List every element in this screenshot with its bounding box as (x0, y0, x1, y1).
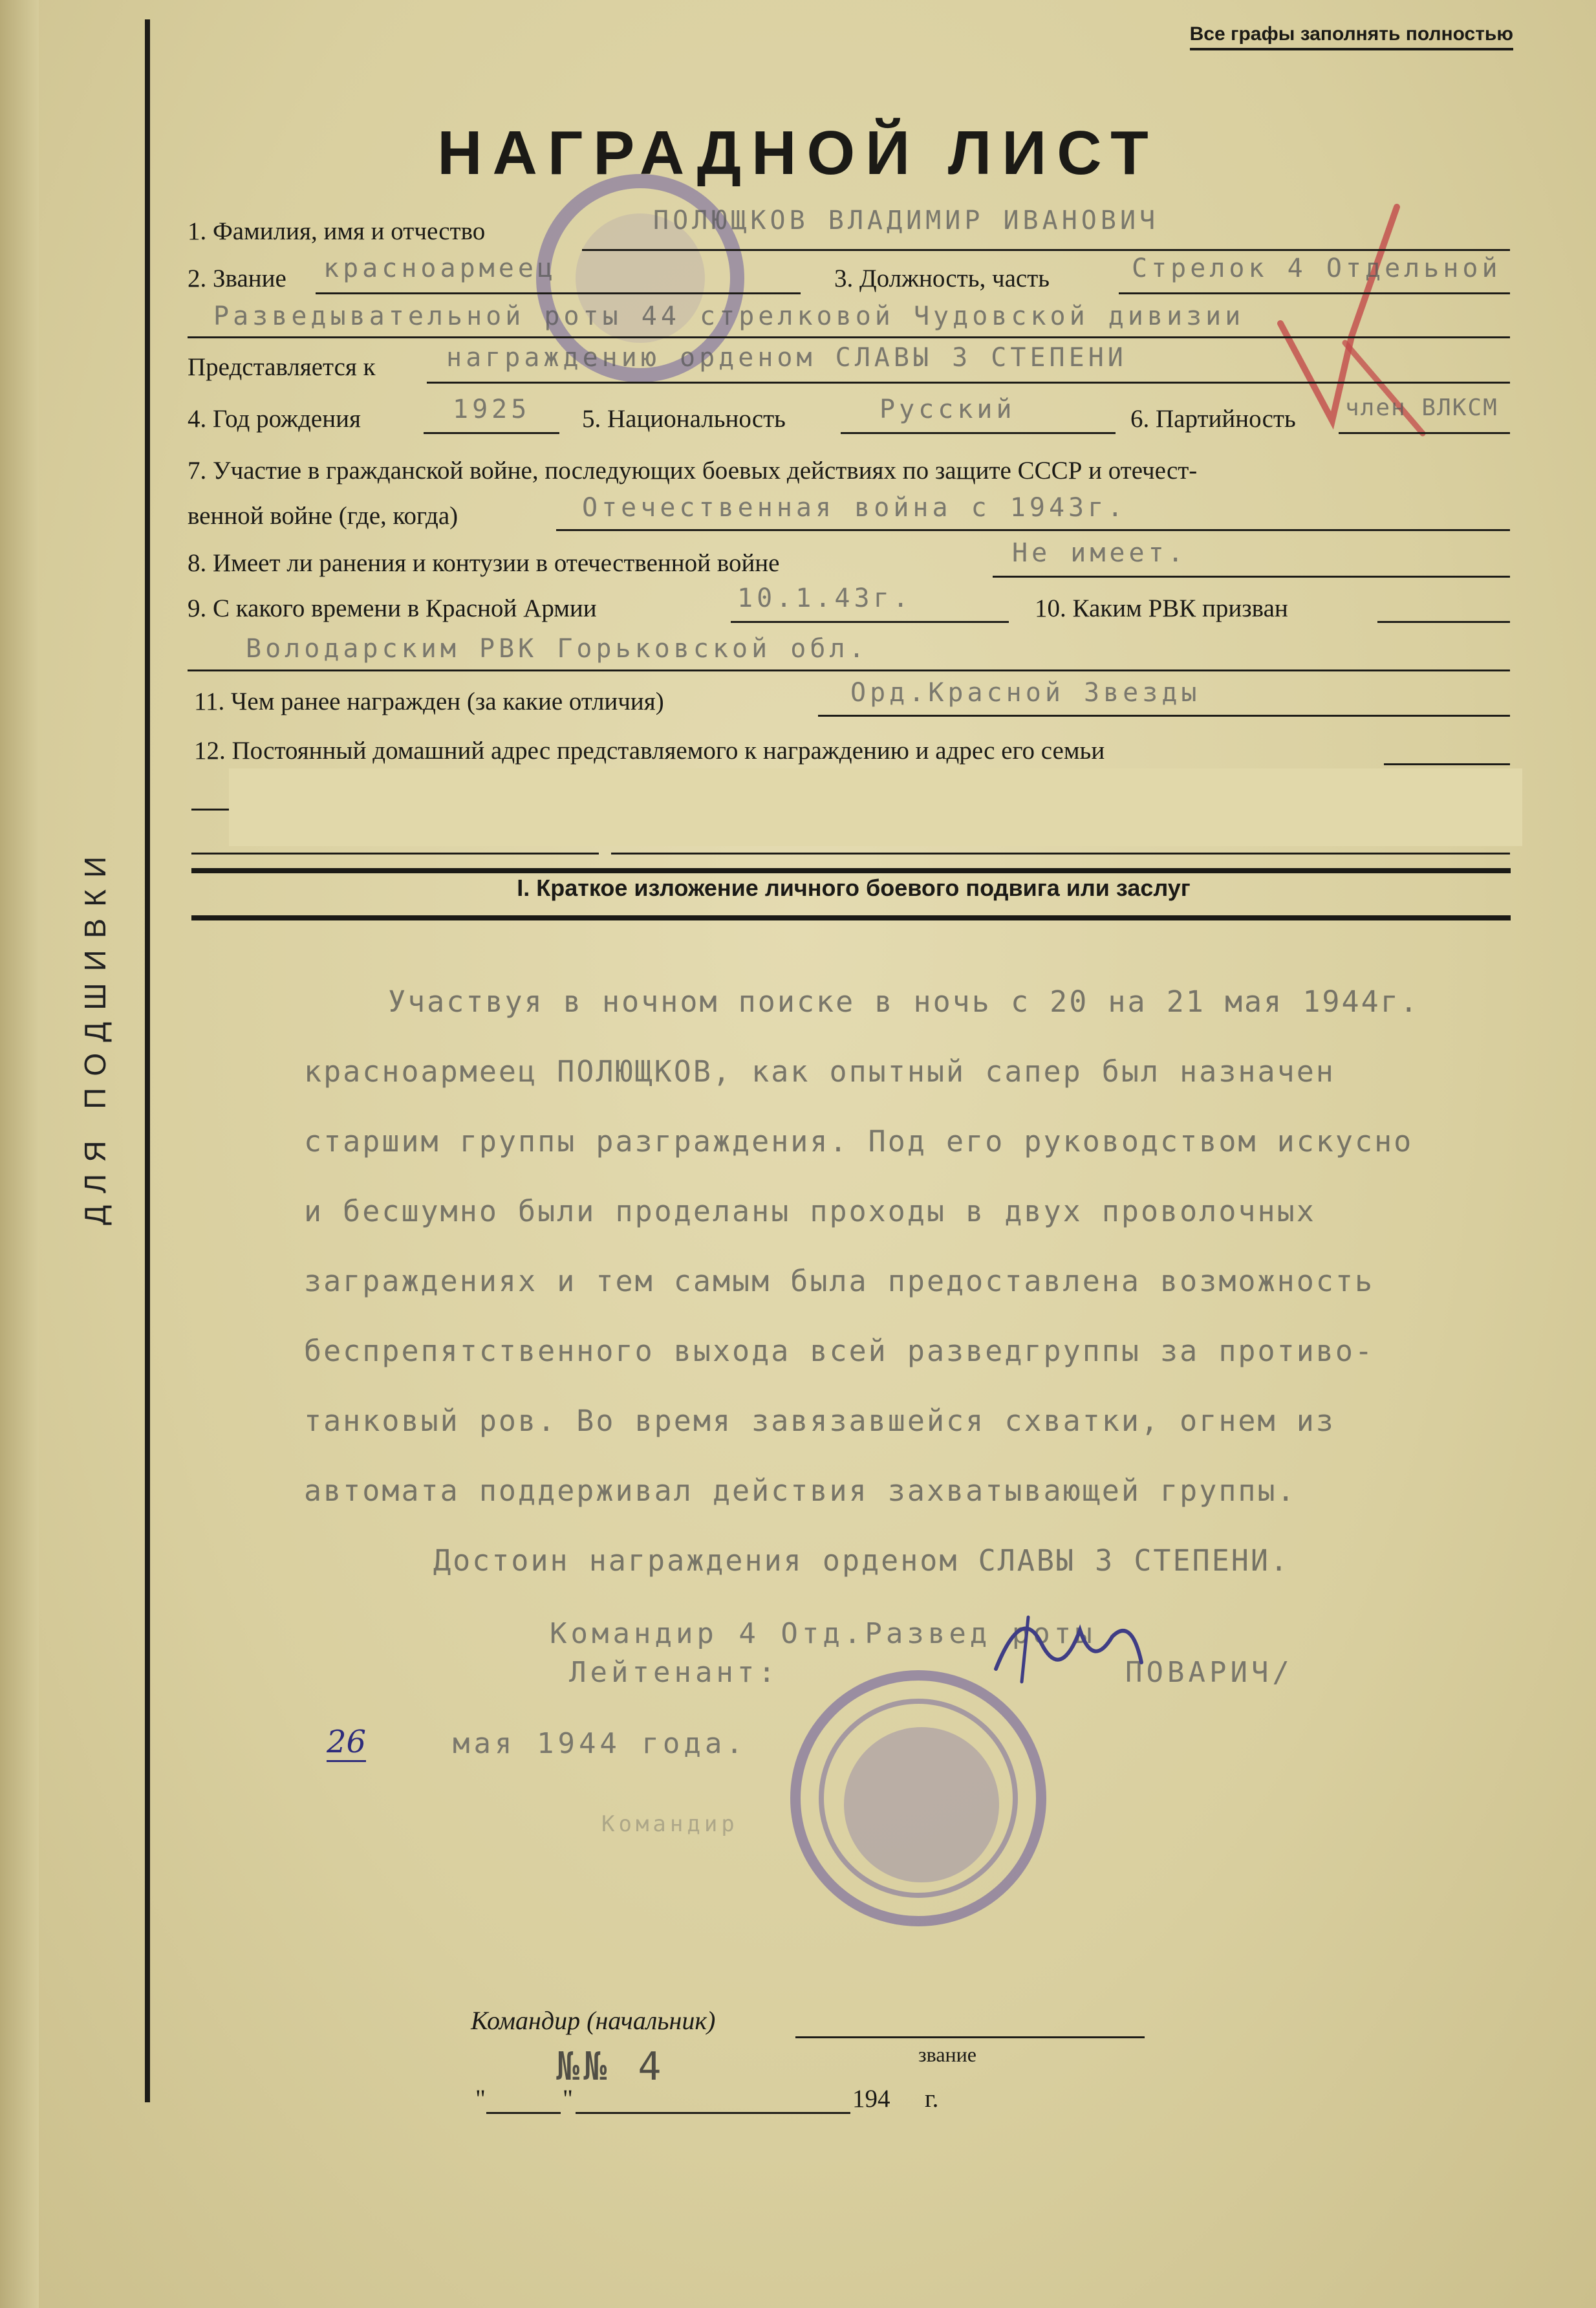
field-7-label-2: венной войне (где, когда) (188, 502, 458, 530)
signer-name: ПОВАРИЧ/ (1125, 1656, 1293, 1689)
field-5-value: Русский (879, 395, 1016, 424)
binding-label: ДЛЯ ПОДШИВКИ (78, 844, 112, 1226)
field-3-line (1119, 292, 1510, 294)
field-7-value: Отечественная война с 1943г. (582, 493, 1127, 523)
narrative-line: беспрепятственного выхода всей разведгруппы за противо- (304, 1334, 1375, 1368)
rank-label: звание (918, 2043, 976, 2066)
footer-year-suffix: г. (925, 2085, 939, 2113)
page-title: НАГРАДНОЙ ЛИСТ (437, 118, 1159, 188)
redacted-address (229, 768, 1522, 846)
stamp-number: №№ 4 (556, 2044, 665, 2089)
field-11-value: Орд.Красной Звезды (850, 678, 1201, 708)
narrative-line: старшим группы разграждения. Под его руководством искусно (304, 1124, 1414, 1159)
footer-year: 194 (852, 2085, 890, 2113)
field-10-label: 10. Каким РВК призван (1035, 594, 1288, 622)
narrative-line: Участвуя в ночном поиске в ночь с 20 на 21 мая 1944г. (388, 985, 1419, 1019)
field-4-line (424, 432, 559, 434)
paper-edge (0, 0, 39, 2308)
field-5-label: 5. Национальность (582, 405, 786, 433)
field-10-value: Володарским РВК Горьковской обл. (246, 634, 868, 664)
footer-month-line (576, 2112, 850, 2114)
date-day: 26 (327, 1724, 366, 1762)
top-note: Все графы заполнять полностью (1190, 23, 1513, 50)
field-12-line-3b (611, 853, 1510, 855)
field-5-line (841, 432, 1116, 434)
field-7-label-1: 7. Участие в гражданской войне, последующих боевых действиях по защите СССР и отечест- (188, 457, 1198, 484)
signer-title: Командир 4 Отд.Развед роты (550, 1617, 1096, 1650)
field-2-line (316, 292, 801, 294)
field-2-label: 2. Звание (188, 265, 286, 292)
field-6-label: 6. Партийность (1130, 405, 1296, 433)
date-close-quote: " (563, 2085, 573, 2113)
narrative-line: заграждениях и тем самым была предоставлена возможность (304, 1264, 1375, 1298)
field-12-line-2 (191, 809, 230, 811)
narrative-line: Достоин награждения орденом СЛАВЫ 3 СТЕПЕНИ. (433, 1543, 1290, 1578)
field-10-line-2 (188, 670, 1510, 671)
field-4-value: 1925 (453, 395, 531, 424)
field-8-line (993, 576, 1510, 578)
section-title: I. Краткое изложение личного боевого подвига или заслуг (517, 875, 1191, 901)
field-1-line (582, 249, 1510, 251)
nominated-label: Представляется к (188, 353, 376, 381)
field-6-line (1339, 432, 1510, 434)
field-3-label: 3. Должность, часть (834, 265, 1050, 292)
field-7-line (556, 529, 1510, 531)
commander-label: Командир (начальник) (471, 2006, 716, 2035)
narrative-line: танковый ров. Во время завязавшейся схватки, огнем из (304, 1404, 1335, 1438)
nominated-line (427, 382, 1510, 384)
field-3-value-2: Разведывательной роты 44 стрелковой Чудовской дивизии (213, 301, 1245, 331)
field-11-line (818, 715, 1510, 717)
field-3-value-1: Стрелок 4 Отдельной (1132, 254, 1502, 283)
field-12-label: 12. Постоянный домашний адрес представляемого к награждению и адрес его семьи (194, 737, 1105, 765)
narrative-line: и бесшумно были проделаны проходы в двух проволочных (304, 1194, 1316, 1228)
field-3-line-2 (188, 336, 1510, 338)
date-open-quote: " (475, 2085, 486, 2113)
field-9-value: 10.1.43г. (737, 583, 912, 613)
commander-line (795, 2036, 1145, 2038)
field-12-line (1384, 763, 1510, 765)
field-6-value: член ВЛКСМ (1345, 395, 1498, 421)
field-12-line-3a (191, 853, 599, 855)
narrative-line: автомата поддерживал действия захватывающей группы. (304, 1474, 1297, 1508)
narrative-body (304, 967, 1546, 1596)
signer-rank: Лейтенант: (569, 1656, 779, 1689)
section-rule-bottom (191, 915, 1511, 920)
field-4-label: 4. Год рождения (188, 405, 361, 433)
field-9-line (731, 621, 1009, 623)
official-seal (782, 1662, 1054, 1934)
date-rest: мая 1944 года. (453, 1727, 747, 1760)
field-1-value: ПОЛЮЩКОВ ВЛАДИМИР ИВАНОВИЧ (653, 206, 1159, 235)
field-8-value: Не имеет. (1012, 538, 1187, 568)
field-11-label: 11. Чем ранее награжден (за какие отличия) (194, 688, 664, 715)
footer-day-line (486, 2112, 561, 2114)
section-rule-top (191, 868, 1511, 873)
field-2-value: красноармеец (323, 254, 557, 283)
field-9-label: 9. С какого времени в Красной Армии (188, 594, 597, 622)
narrative-line: красноармеец ПОЛЮЩКОВ, как опытный сапер был назначен (304, 1054, 1335, 1089)
field-1-label: 1. Фамилия, имя и отчество (188, 217, 486, 245)
field-8-label: 8. Имеет ли ранения и контузии в отечественной войне (188, 549, 780, 577)
nominated-value: награждению орденом СЛАВЫ 3 СТЕПЕНИ (446, 343, 1127, 373)
field-10-line (1377, 621, 1510, 623)
faint-label: Командир (601, 1811, 739, 1837)
